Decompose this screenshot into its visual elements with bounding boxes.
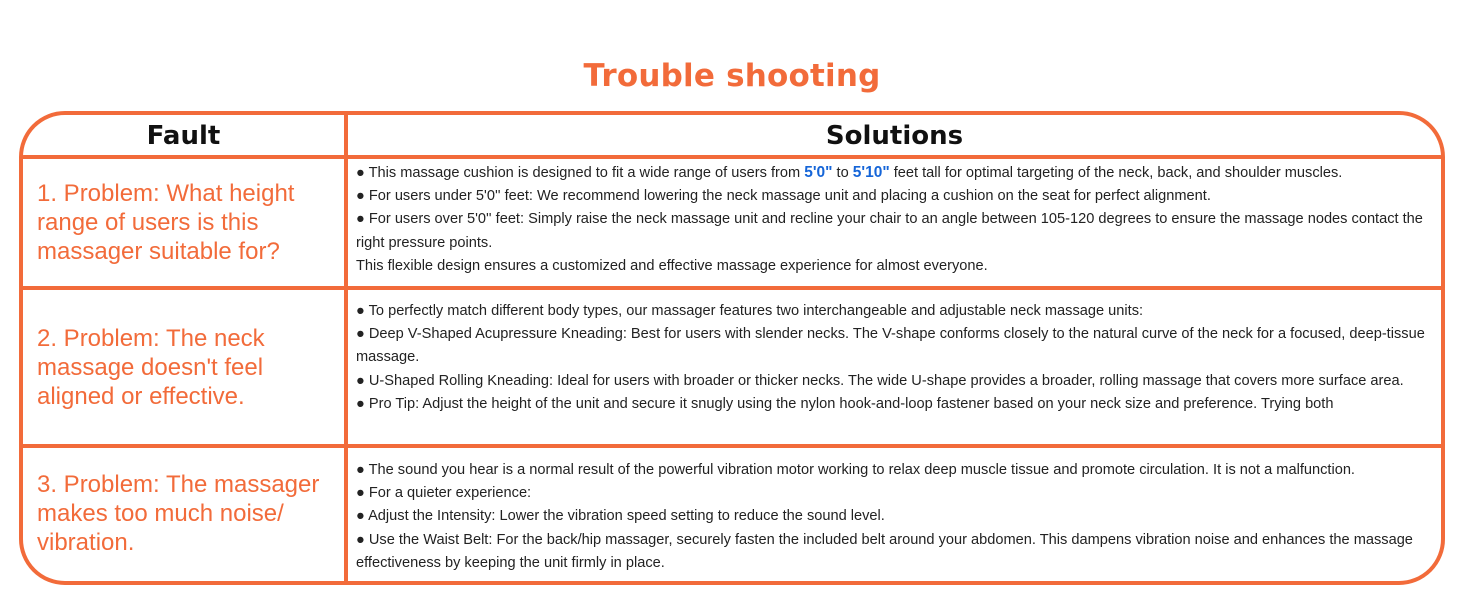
solution-cell-2 [356,300,1436,416]
solution-text: ● This massage cushion is designed to fit a wide range of users from [356,165,805,181]
solution-line: ● Pro Tip: Adjust the height of the unit and secure it snugly using the nylon hook-and-loop fastener based on your neck size and preference. Trying both [356,395,1334,412]
solution-line: ● To perfectly match different body types, our massager features two interchangeable and adjustable neck massage units: [356,303,1144,319]
solution-line: ● Adjust the Intensity: Lower the vibration speed setting to reduce the sound level. [356,508,885,525]
solution-line: ● U-Shaped Rolling Kneading: Ideal for users with broader or thicker necks. The wide U-shape provides a broader, rolling massage that covers more surface area. [356,372,1404,389]
height-min-highlight: 5'0" [804,164,833,181]
height-max-highlight: 5'10" [852,164,890,181]
fault-text: 2. Problem: The neck massage doesn't feel aligned or effective. [37,324,265,410]
solution-text: feet tall for optimal targeting of the neck, back, and shoulder muscles. [889,165,1343,181]
solution-text: to [832,165,853,181]
solution-line: ● For users over 5'0'' feet: Simply raise the neck massage unit and recline your chair to an angle between 105-120 degrees to ensure the massage nodes contact the right pressure points. [356,211,1423,251]
solution-line [356,161,1436,185]
solution-line: ● The sound you hear is a normal result of the powerful vibration motor working to relax deep muscle tissue and promote circulation. It is not a malfunction. [356,462,1355,478]
fault-text: 3. Problem: The massager makes too much noise/ vibration. [37,470,320,556]
column-divider [344,115,348,581]
fault-cell-3 [37,448,337,578]
solution-cell-3 [356,459,1436,575]
solution-line: ● For a quieter experience: [356,485,532,502]
troubleshooting-table [19,111,1445,585]
header-solutions: Solutions [825,121,964,151]
header-fault: Fault [146,121,221,151]
fault-cell-2 [37,290,337,444]
solution-line: ● Use the Waist Belt: For the back/hip massager, securely fasten the included belt around your abdomen. This dampens vibration noise and enhances the massage effectiveness by keeping the unit firmly in place. [356,531,1413,571]
fault-cell-1 [37,159,337,286]
solution-cell-1 [356,161,1436,278]
solution-line: ● For users under 5'0'' feet: We recommend lowering the neck massage unit and placing a cushion on the seat for perfect alignment. [356,188,1211,205]
page-title: Trouble shooting [583,58,881,94]
solution-line: ● Deep V-Shaped Acupressure Kneading: Best for users with slender necks. The V-shape conforms closely to the natural curve of the neck for a focused, deep-tissue massage. [356,326,1425,366]
solution-line: This flexible design ensures a customized and effective massage experience for almost everyone. [356,257,988,274]
fault-text: 1. Problem: What height range of users is this massager suitable for? [37,180,295,265]
